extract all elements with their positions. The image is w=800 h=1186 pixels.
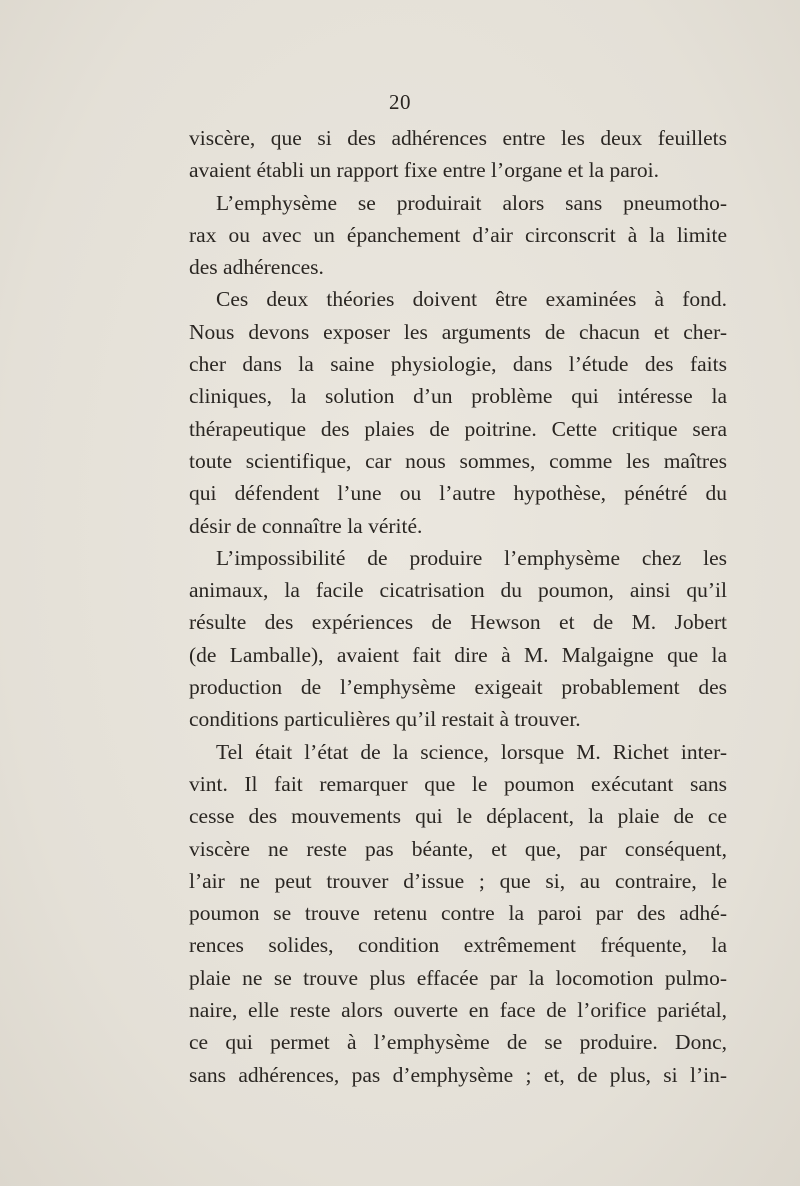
text-line: cliniques, la solution d’un problème qui intéresse la: [189, 384, 727, 409]
text-line: sans adhérences, pas d’emphysème ; et, de plus, si l’in-: [189, 1062, 727, 1087]
text-line: des adhérences.: [189, 255, 324, 280]
page-number: 20: [389, 90, 411, 114]
text-line: rences solides, condition extrêmement fréquente, la: [189, 933, 727, 958]
text-line: Nous devons exposer les arguments de chacun et cher-: [189, 319, 727, 344]
text-line: résulte des expériences de Hewson et de M. Jobert: [189, 610, 727, 635]
text-line: désir de connaître la vérité.: [189, 513, 423, 538]
text-line: cesse des mouvements qui le déplacent, la plaie de ce: [189, 804, 727, 829]
text-line: thérapeutique des plaies de poitrine. Cette critique sera: [189, 416, 727, 441]
text-line: l’air ne peut trouver d’issue ; que si, au contraire, le: [189, 868, 727, 893]
text-line: naire, elle reste alors ouverte en face de l’orifice pariétal,: [189, 998, 727, 1023]
text-line: qui défendent l’une ou l’autre hypothèse, pénétré du: [189, 481, 727, 506]
text-line: cher dans la saine physiologie, dans l’étude des faits: [189, 352, 727, 377]
text-line: rax ou avec un épanchement d’air circonscrit à la limite: [189, 222, 727, 247]
text-line: vint. Il fait remarquer que le poumon exécutant sans: [189, 771, 727, 796]
text-line: Tel était l’état de la science, lorsque M. Richet inter-: [216, 739, 727, 764]
text-line: conditions particulières qu’il restait à trouver.: [189, 707, 581, 732]
text-line: poumon se trouve retenu contre la paroi par des adhé-: [189, 901, 727, 926]
body-text: [189, 122, 727, 1091]
text-line: ce qui permet à l’emphysème de se produire. Donc,: [189, 1030, 727, 1055]
text-line: plaie ne se trouve plus effacée par la locomotion pulmo-: [189, 965, 727, 990]
text-line: viscère, que si des adhérences entre les deux feuillets: [189, 126, 727, 150]
text-line: L’emphysème se produirait alors sans pneumotho-: [216, 190, 727, 215]
text-line: Ces deux théories doivent être examinées à fond.: [216, 287, 727, 312]
text-line: (de Lamballe), avaient fait dire à M. Malgaigne que la: [189, 642, 727, 667]
text-line: L’impossibilité de produire l’emphysème chez les: [216, 545, 727, 570]
text-line: viscère ne reste pas béante, et que, par conséquent,: [189, 836, 727, 861]
text-line: avaient établi un rapport fixe entre l’organe et la paroi.: [189, 158, 660, 183]
text-line: toute scientifique, car nous sommes, comme les maîtres: [189, 448, 727, 473]
text-line: production de l’emphysème exigeait probablement des: [189, 675, 727, 700]
text-line: animaux, la facile cicatrisation du poumon, ainsi qu’il: [189, 578, 727, 603]
